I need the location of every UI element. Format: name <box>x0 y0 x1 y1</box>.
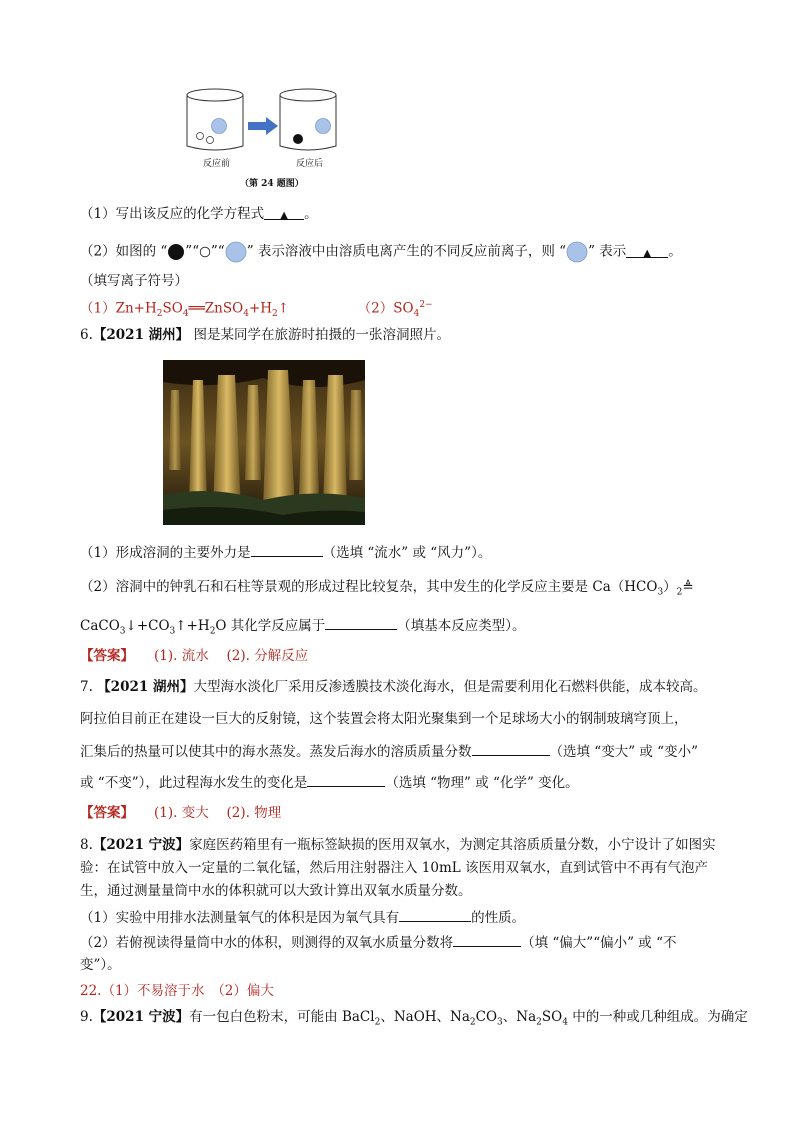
q6-part2: （2）溶洞中的钟乳石和石柱等景观的形成过程比较复杂，其中发生的化学反应主要是 $Ca(HCO_3)_2≜$ <box>80 579 694 598</box>
q8-answer: 22.（1）不易溶于水 （2）偏大 <box>80 983 274 999</box>
q8-line3: 生，通过测量量筒中水的体积就可以大致计算出双氧水质量分数。 <box>80 883 472 899</box>
q7-line3: 汇集后的热量可以使其中的海水蒸发。蒸发后海水的溶质质量分数 （选填 “变大” 或 “变小” <box>80 741 698 761</box>
q5-part1: （1）写出该反应的化学方程式 ▲ 。 <box>80 206 318 222</box>
q8-part2: （2）若俯视读得量筒中水的体积，则测得的双氧水质量分数将 （填 “偏大”“偏小” 或 “不 <box>80 932 676 952</box>
ion-small-before-1 <box>197 133 204 140</box>
ion-large-before <box>212 119 227 134</box>
karst-cave-photo <box>163 360 365 525</box>
q8-line2: 验：在试管中放入一定量的二氧化锰，然后用注射器注入 10mL 该医用双氧水，直到试管中不再有气泡产 <box>80 860 709 876</box>
figure-caption: （第 24 题图） <box>240 179 304 189</box>
q7-answer: 【答案】 (1). 变大 (2). 物理 <box>80 805 282 821</box>
q8-part1: （1）实验中用排水法测量氧气的体积是因为氧气具有 的性质。 <box>80 907 525 927</box>
ion-large-after <box>316 119 331 134</box>
after-label: 反应后 <box>296 159 324 169</box>
q7-line1: 7. 【2021 湖州】大型海水淡化厂采用反渗透膜技术淡化海水，但是需要利用化石燃料供能，成本较高。 <box>80 679 707 695</box>
black-ion-icon <box>167 243 185 261</box>
ion-black-after <box>293 134 303 144</box>
q9-line1: 9.【2021 宁波】有一包白色粉末，可能由 BaCl$_2$、NaOH、$Na_2CO_3$、$Na_2SO_4$ 中的一种或几种组成。为确定 <box>80 1009 748 1028</box>
blue-ion-icon <box>225 241 247 263</box>
q7-line4: 或 “不变”），此过程海水发生的变化是 （选填 “物理” 或 “化学” 变化。 <box>80 772 579 792</box>
q6-stem: 6.【2021 湖州】 图是某同学在旅游时拍摄的一张溶洞照片。 <box>80 327 450 343</box>
q7-line2: 阿拉伯目前正在建设一巨大的反射镜，这个装置会将太阳光聚集到一个足球场大小的钢制玻璃穹顶上， <box>80 711 688 727</box>
q6-part2-cont: $CaCO_3↓+CO_3↑+H_2O$ 其化学反应属于 （填基本反应类型）。 <box>80 615 526 641</box>
before-label: 反应前 <box>203 159 231 169</box>
q8-part2-cont: 变”）。 <box>80 957 121 973</box>
q8-line1: 8.【2021 宁波】家庭医药箱里有一瓶标签缺损的医用双氧水，为测定其溶质质量分数，小宁设计了如图实 <box>80 837 716 853</box>
q5-answer: $(1)Zn+H_2SO_4══ZnSO_4+H_2↑$ $(2)SO_4^{2-}$ <box>80 300 433 320</box>
reaction-arrow <box>248 117 278 135</box>
q5-part2-note: （填写离子符号） <box>80 273 188 289</box>
beaker-before <box>187 89 243 150</box>
q6-part1: （1）形成溶洞的主要外力是 （选填 “流水” 或 “风力”）。 <box>80 542 491 562</box>
q6-answer: 【答案】 (1). 流水 (2). 分解反应 <box>80 648 309 664</box>
q5-part2: （2）如图的 “ ”“○”“ ” 表示溶液中由溶质电离产生的不同反应前离子，则 “ ” 表示 ▲ 。 <box>80 241 682 263</box>
ion-small-before-2 <box>207 137 214 144</box>
beaker-after <box>280 89 336 150</box>
blue-ion-icon-2 <box>566 241 588 263</box>
